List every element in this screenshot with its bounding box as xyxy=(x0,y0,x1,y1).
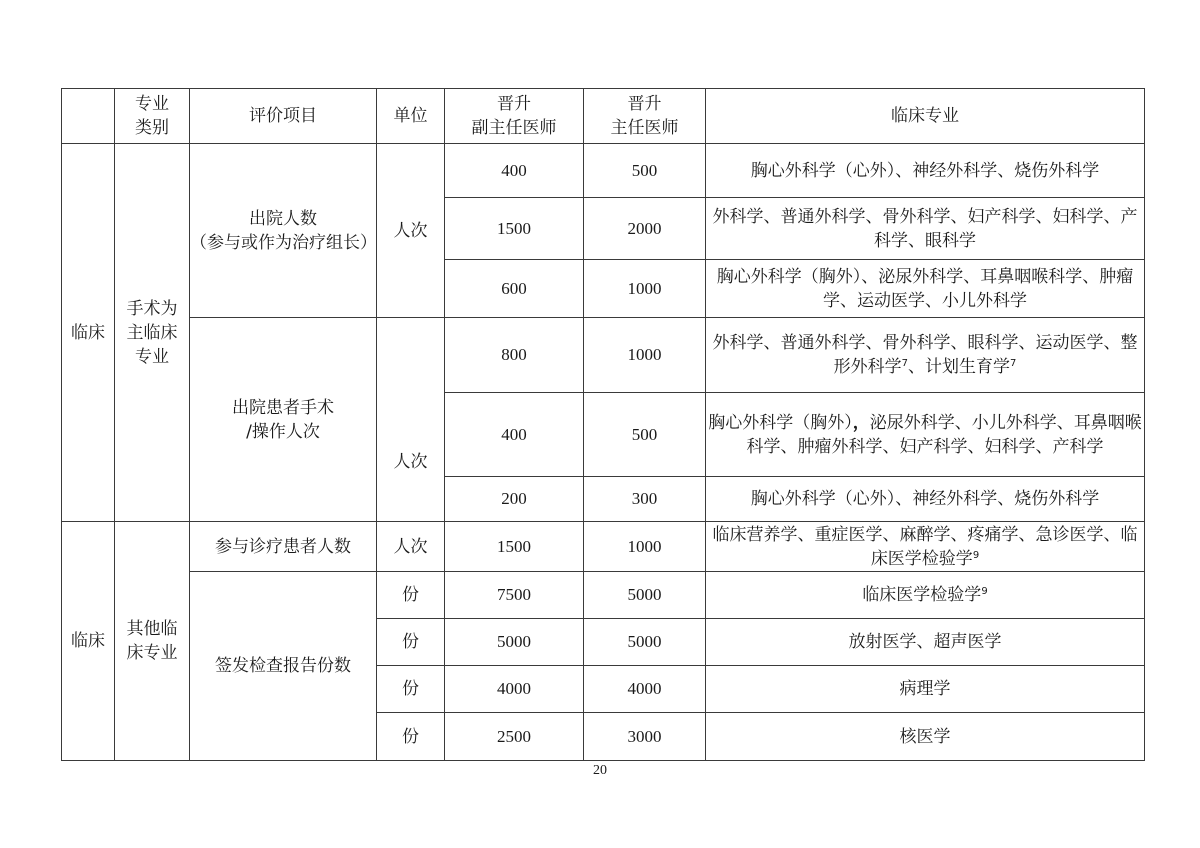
footnote-marker: 9 xyxy=(981,586,988,597)
section1-item1-unit: 人次 xyxy=(377,144,445,318)
header-chief xyxy=(584,89,706,144)
chief-value: 1000 xyxy=(584,318,706,393)
specialty-text: 临床医学检验学 xyxy=(862,585,982,605)
section2-type: 临床 xyxy=(62,522,115,761)
specialty-text: 泌尿外科学、小儿外科学、耳鼻咽喉科学、肿瘤外科学、妇产科学、妇科学、产科学 xyxy=(746,412,1142,457)
deputy-value: 4000 xyxy=(445,666,584,713)
specialty-cell xyxy=(706,522,1145,572)
footnote-marker: 9 xyxy=(972,549,980,561)
header-deputy-line2: 副主任医师 xyxy=(471,118,557,138)
specialty-cell: 胸心外科学（胸外）、泌尿外科学、耳鼻咽喉科学、肿瘤学、运动医学、小儿外科学 xyxy=(706,260,1145,318)
deputy-value: 7500 xyxy=(445,572,584,619)
evaluation-table xyxy=(61,88,1145,761)
unit-cell: 份 xyxy=(377,666,445,713)
section1-item1-line: （参与或作为治疗组长） xyxy=(190,232,377,253)
unit-cell: 份 xyxy=(377,572,445,619)
header-deputy xyxy=(445,89,584,144)
header-unit: 单位 xyxy=(377,89,445,144)
header-chief-line1: 晋升 xyxy=(627,94,662,114)
section2-category-line: 其他临 xyxy=(126,619,178,639)
specialty-cell: 胸心外科学（心外）、神经外科学、烧伤外科学 xyxy=(706,144,1145,198)
chief-value: 500 xyxy=(584,393,706,477)
header-item: 评价项目 xyxy=(190,89,377,144)
section2-category xyxy=(115,522,190,761)
deputy-value: 1500 xyxy=(445,522,584,572)
deputy-value: 5000 xyxy=(445,619,584,666)
section1-category-line: 手术为 xyxy=(126,298,178,319)
specialty-cell: 放射医学、超声医学 xyxy=(706,619,1145,666)
deputy-value: 600 xyxy=(445,260,584,318)
specialty-text: 外科学、普通外科学、骨外科学、眼科学、运动医学、整形外科学 xyxy=(712,333,1138,377)
deputy-value: 800 xyxy=(445,318,584,393)
chief-value: 4000 xyxy=(584,666,706,713)
table-row xyxy=(62,144,1145,198)
page-number: 20 xyxy=(593,763,607,778)
specialty-text: 胸心外科学（胸外） xyxy=(708,412,853,433)
specialty-separator: ， xyxy=(852,412,870,433)
table-row xyxy=(62,318,1145,393)
deputy-value: 2500 xyxy=(445,713,584,761)
deputy-value: 400 xyxy=(445,144,584,198)
specialty-text: 、计划生育学 xyxy=(908,357,1010,377)
specialty-cell: 胸心外科学（心外）、神经外科学、烧伤外科学 xyxy=(706,477,1145,522)
section1-type: 临床 xyxy=(62,144,115,522)
section2-category-line: 床专业 xyxy=(126,643,178,663)
deputy-value: 200 xyxy=(445,477,584,522)
specialty-cell xyxy=(706,572,1145,619)
specialty-cell xyxy=(706,318,1145,393)
section2-item1: 参与诊疗患者人数 xyxy=(190,522,377,572)
chief-value: 2000 xyxy=(584,198,706,260)
specialty-cell xyxy=(706,393,1145,477)
header-specialty: 临床专业 xyxy=(706,89,1145,144)
section1-category-line: 专业 xyxy=(135,346,169,367)
section1-item1 xyxy=(190,144,377,318)
chief-value: 5000 xyxy=(584,619,706,666)
specialty-text: 临床营养学、重症医学、麻醉学、疼痛学、急诊医学、临床医学检验学 xyxy=(712,524,1138,569)
section1-category xyxy=(115,144,190,522)
section1-category-line: 主临床 xyxy=(126,322,178,343)
chief-value: 3000 xyxy=(584,713,706,761)
header-blank-cell xyxy=(62,89,115,144)
chief-value: 1000 xyxy=(584,522,706,572)
footnote-marker: 7 xyxy=(901,358,908,369)
chief-value: 1000 xyxy=(584,260,706,318)
header-chief-line2: 主任医师 xyxy=(610,118,679,138)
unit-cell: 份 xyxy=(377,713,445,761)
section1-item2 xyxy=(190,318,377,522)
header-category-line2: 类别 xyxy=(135,118,169,138)
unit-cell: 份 xyxy=(377,619,445,666)
chief-value: 500 xyxy=(584,144,706,198)
section1-item2-line: /操作人次 xyxy=(246,421,320,442)
table-row xyxy=(62,572,1145,619)
specialty-cell: 病理学 xyxy=(706,666,1145,713)
specialty-cell: 核医学 xyxy=(706,713,1145,761)
unit-cell: 人次 xyxy=(377,522,445,572)
header-deputy-line1: 晋升 xyxy=(497,94,531,114)
header-row xyxy=(62,89,1145,144)
section1-item2-unit: 人次 xyxy=(377,318,445,522)
deputy-value: 400 xyxy=(445,393,584,477)
chief-value: 300 xyxy=(584,477,706,522)
section1-item2-line: 出院患者手术 xyxy=(232,397,334,418)
section1-item1-line: 出院人数 xyxy=(249,208,317,229)
table-row xyxy=(62,522,1145,572)
section2-item2: 签发检查报告份数 xyxy=(190,572,377,761)
header-category-line1: 专业 xyxy=(135,94,169,114)
footnote-marker: 7 xyxy=(1010,358,1017,369)
chief-value: 5000 xyxy=(584,572,706,619)
header-category xyxy=(115,89,190,144)
deputy-value: 1500 xyxy=(445,198,584,260)
specialty-cell: 外科学、普通外科学、骨外科学、妇产科学、妇科学、产科学、眼科学 xyxy=(706,198,1145,260)
